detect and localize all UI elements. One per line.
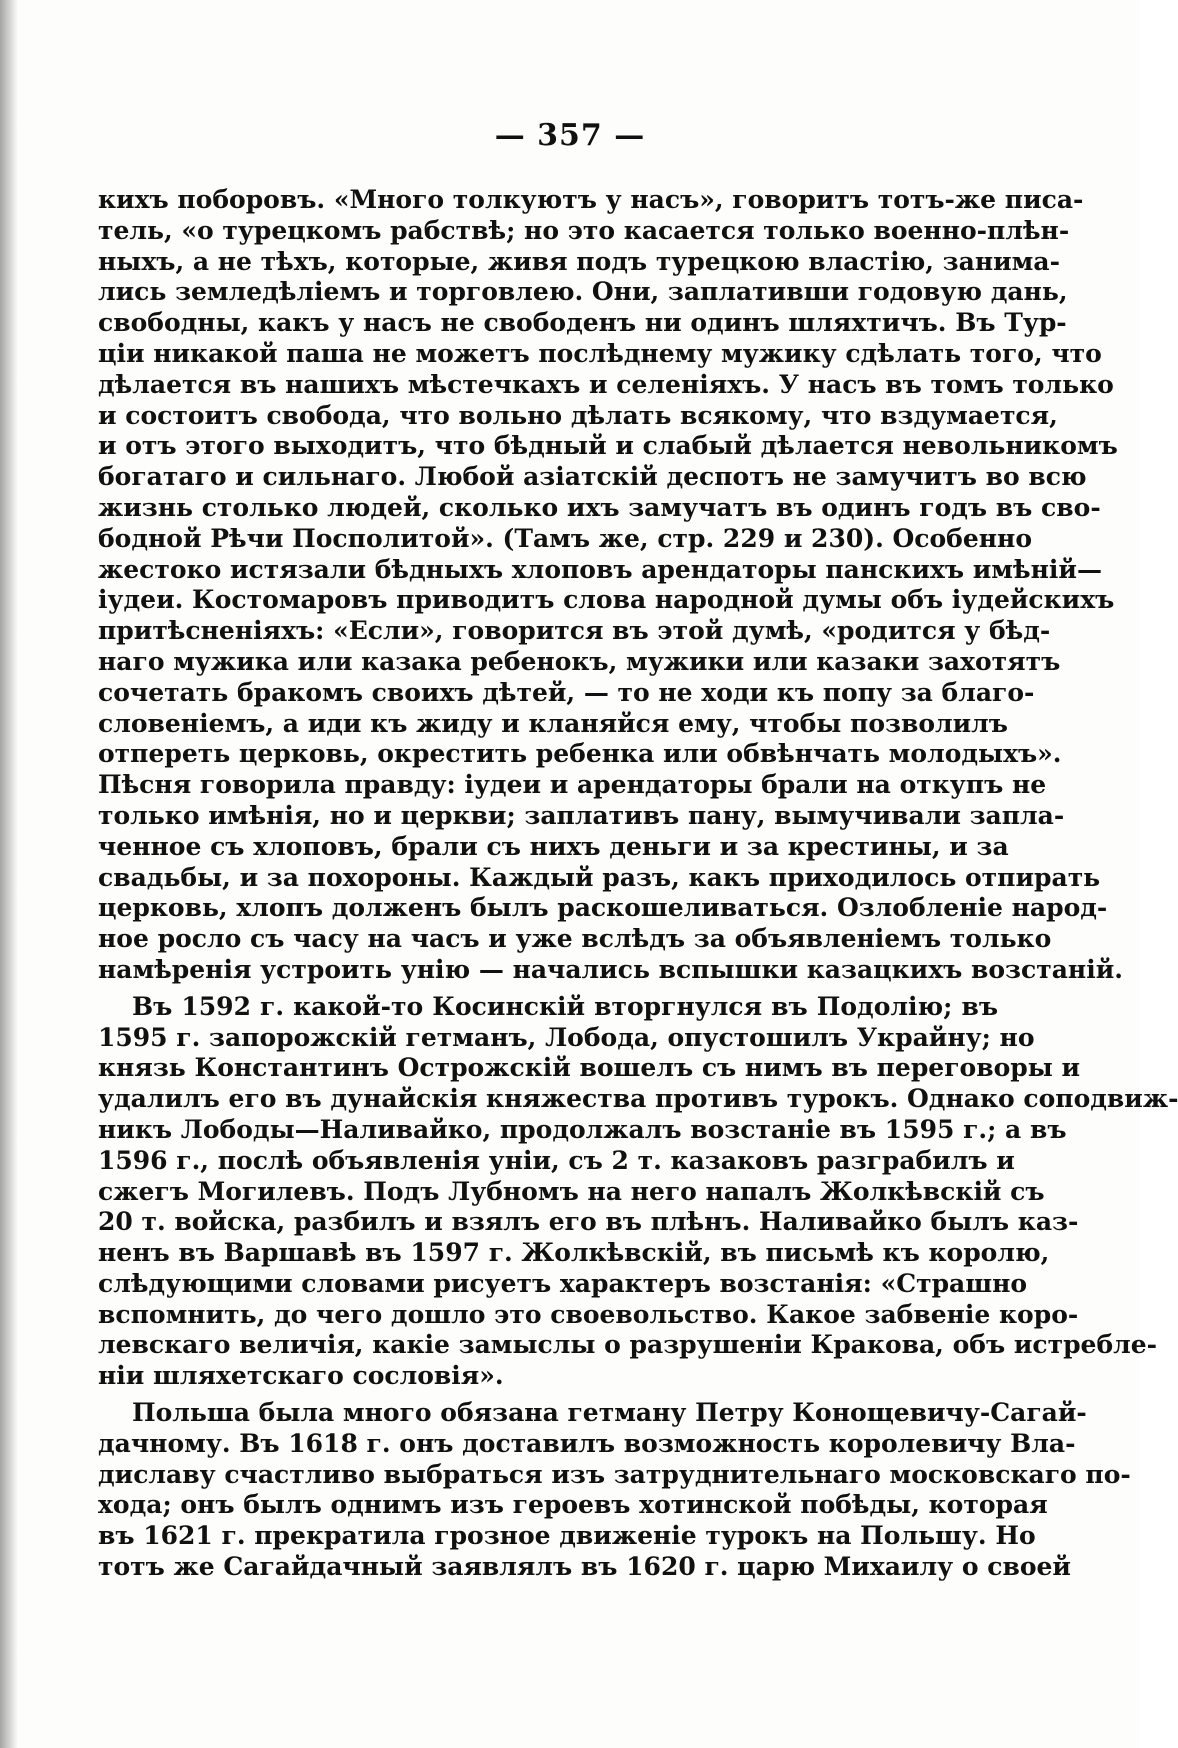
text-line: 20 т. войска, разбилъ и взялъ его въ плѣнъ. Наливайко былъ каз- <box>98 1207 1079 1237</box>
text-line: ненъ въ Варшавѣ въ 1597 г. Жолкѣвскій, въ письмѣ къ королю, <box>98 1238 1050 1268</box>
text-line: ныхъ, а не тѣхъ, которые, живя подъ турецкою властію, занима- <box>98 246 1060 276</box>
text-line: лись земледѣліемъ и торговлею. Они, заплативши годовую дань, <box>98 277 1068 307</box>
body-text <box>98 185 1178 1583</box>
text-line: словеніемъ, а иди къ жиду и кланяйся ему, чтобы позволилъ <box>98 708 1008 738</box>
text-line: свадьбы, и за похороны. Каждый разъ, какъ приходилось отпирать <box>98 862 1101 892</box>
text-line: 1595 г. запорожскій гетманъ, Лобода, опустошилъ Украйну; но <box>98 1022 1035 1052</box>
text-line: іудеи. Костомаровъ приводитъ слова народной думы объ іудейскихъ <box>98 585 1115 615</box>
text-line: и отъ этого выходитъ, что бѣдный и слабый дѣлается невольникомъ <box>98 431 1118 461</box>
text-line: ціи никакой паша не можетъ послѣднему мужику сдѣлать того, что <box>98 338 1102 368</box>
text-line: и состоитъ свобода, что вольно дѣлать всякому, что вздумается, <box>98 400 1058 430</box>
text-line: Польша была много обязана гетману Петру Конощевичу-Сагай- <box>132 1398 1087 1428</box>
text-line: удалилъ его въ дунайскія княжества противъ турокъ. Однако соподвиж- <box>98 1084 1178 1114</box>
text-line: свободны, какъ у насъ не свободенъ ни одинъ шляхтичъ. Въ Тур- <box>98 308 1067 338</box>
text-line: Пѣсня говорила правду: іудеи и арендаторы брали на откупъ не <box>98 770 1047 800</box>
text-line: богатаго и сильнаго. Любой азіатскій деспотъ не замучитъ во всю <box>98 462 1087 492</box>
text-line: дачному. Въ 1618 г. онъ доставилъ возможность королевичу Вла- <box>98 1428 1076 1458</box>
text-line: Въ 1592 г. какой-то Косинскій вторгнулся въ Подолію; въ <box>132 991 998 1021</box>
page-number: — 357 — <box>494 118 646 153</box>
text-line: диславу счастливо выбраться изъ затруднительнаго московскаго по- <box>98 1459 1131 1489</box>
text-line: князь Константинъ Острожскій вошелъ съ нимъ въ переговоры и <box>98 1053 1081 1083</box>
text-line: бодной Рѣчи Посполитой». (Тамъ же, стр. 229 и 230). Особенно <box>98 523 1033 553</box>
text-line: жизнь столько людей, сколько ихъ замучатъ въ одинъ годъ въ сво- <box>98 492 1101 522</box>
text-line: слѣдующими словами рисуетъ характеръ возстанія: «Страшно <box>98 1268 1028 1298</box>
text-line: намѣренія устроить унію — начались вспышки казацкихъ возстаній. <box>98 954 1123 984</box>
page-edge-shadow <box>0 0 18 1748</box>
text-line: притѣсненіяхъ: «Если», говорится въ этой думѣ, «родится у бѣд- <box>98 616 1051 646</box>
text-line: кихъ поборовъ. «Много толкуютъ у насъ», говоритъ тотъ-же писа- <box>98 185 1084 214</box>
text-line: 1596 г., послѣ объявленія уніи, съ 2 т. казаковъ разграбилъ и <box>98 1145 1015 1175</box>
text-line: церковь, хлопъ долженъ былъ раскошеливаться. Озлобленіе народ- <box>98 893 1108 923</box>
text-line: въ 1621 г. прекратила грозное движеніе турокъ на Польшу. Но <box>98 1521 1036 1551</box>
text-line: тель, «о турецкомъ рабствѣ; но это касается только военно-плѣн- <box>98 215 1070 245</box>
text-line: левскаго величія, какіе замыслы о разрушеніи Кракова, объ истребле- <box>98 1330 1158 1360</box>
text-line: ченное съ хлоповъ, брали съ нихъ деньги и за крестины, и за <box>98 831 1009 861</box>
text-line: дѣлается въ нашихъ мѣстечкахъ и селеніяхъ. У насъ въ томъ только <box>98 369 1114 399</box>
paragraph <box>98 185 1123 986</box>
text-line: отпереть церковь, окрестить ребенка или обвѣнчать молодыхъ». <box>98 739 1062 769</box>
text-line: вспомнить, до чего дошло это своевольство. Какое забвеніе коро- <box>98 1299 1079 1329</box>
text-line: жестоко истязали бѣдныхъ хлоповъ арендаторы панскихъ имѣній— <box>98 554 1102 584</box>
text-line: сочетать бракомъ своихъ дѣтей, — то не ходи къ попу за благо- <box>98 677 1035 707</box>
text-line: хода; онъ былъ однимъ изъ героевъ хотинской побѣды, которая <box>98 1490 1048 1520</box>
text-line: тотъ же Сагайдачный заявлялъ въ 1620 г. царю Михаилу о своей <box>98 1552 1071 1582</box>
text-line: ное росло съ часу на часъ и уже вслѣдъ за объявленіемъ только <box>98 924 1052 954</box>
text-line: никъ Лободы—Наливайко, продолжалъ возстаніе въ 1595 г.; а въ <box>98 1114 1067 1144</box>
text-line: сжегъ Могилевъ. Подъ Лубномъ на него напалъ Жолкѣвскій съ <box>98 1176 1045 1206</box>
paragraph <box>98 991 1178 1392</box>
text-line: только имѣнія, но и церкви; заплативъ пану, вымучивали запла- <box>98 800 1065 830</box>
text-line: ніи шляхетскаго сословія». <box>98 1361 504 1391</box>
paragraph <box>98 1398 1131 1583</box>
text-line: наго мужика или казака ребенокъ, мужики или казаки захотятъ <box>98 646 1061 676</box>
